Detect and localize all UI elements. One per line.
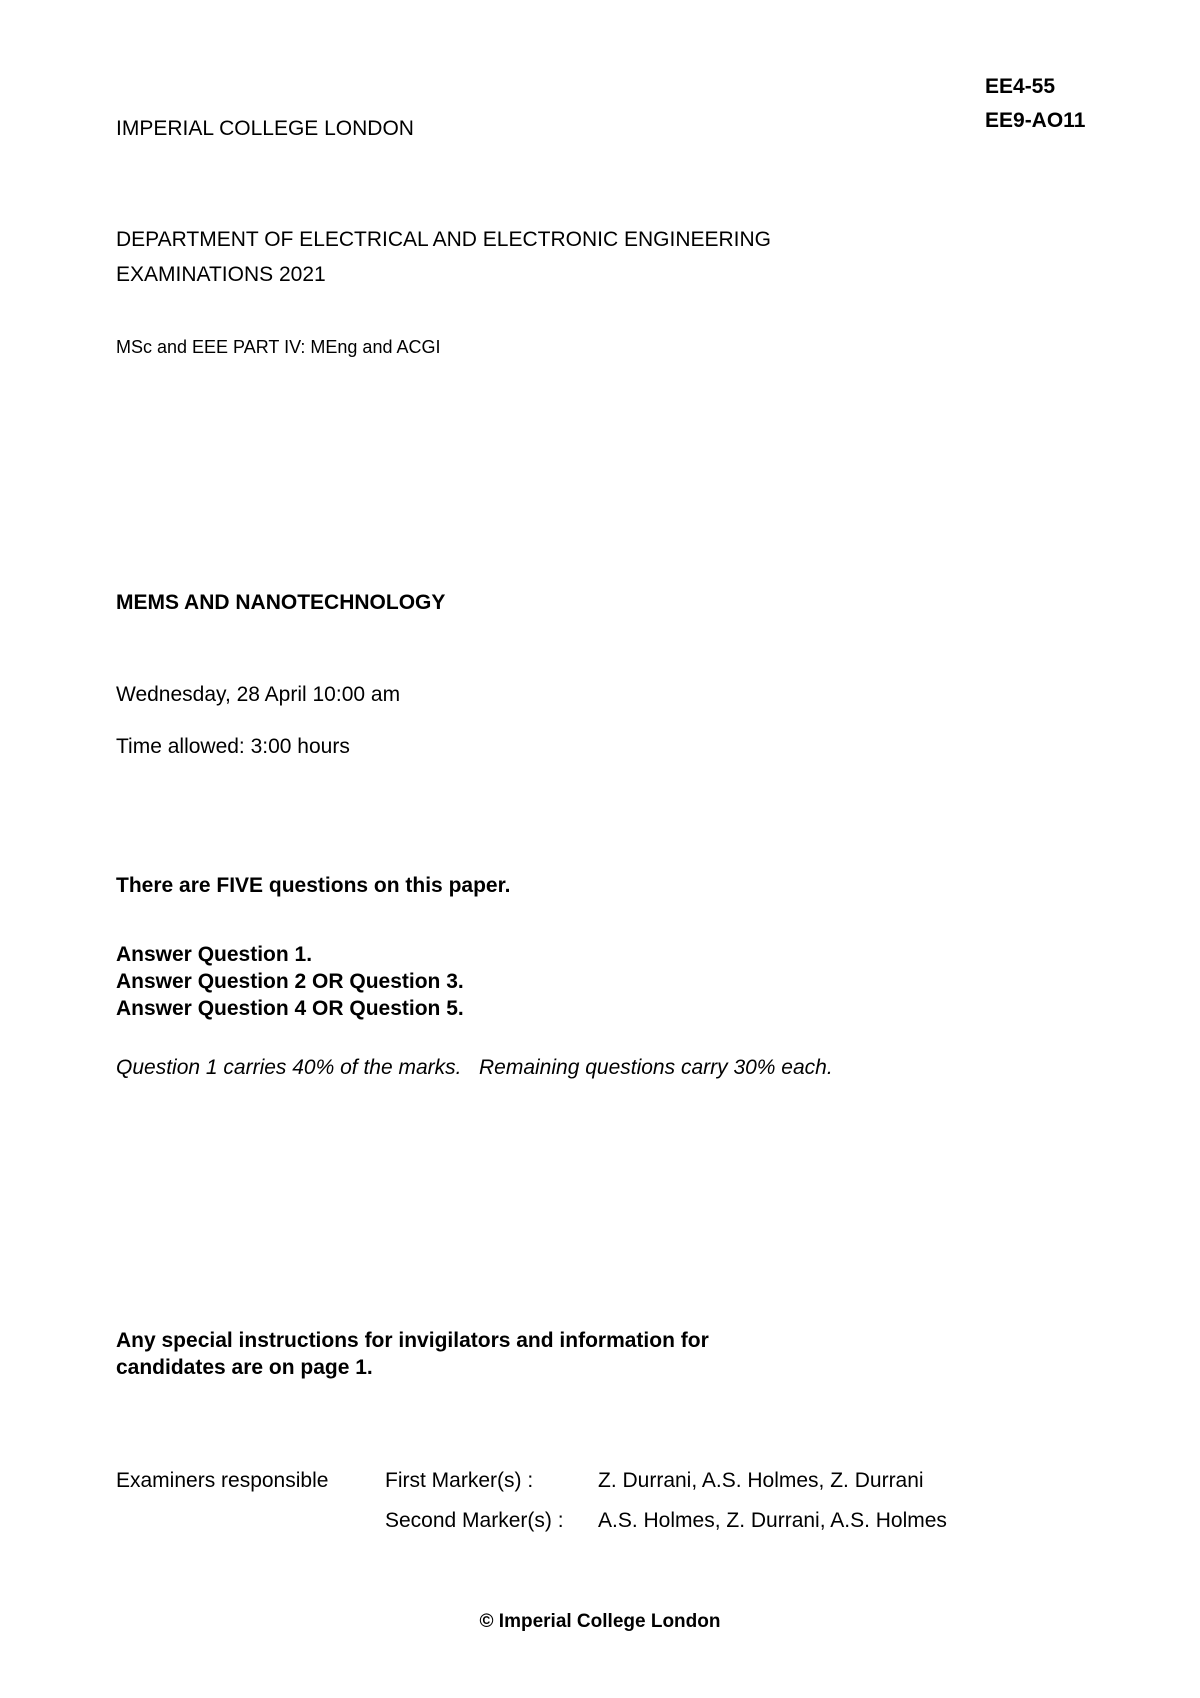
exam-date: Wednesday, 28 April 10:00 am bbox=[116, 683, 401, 706]
special-line-2: candidates are on page 1. bbox=[116, 1356, 373, 1379]
exam-series: EXAMINATIONS 2021 bbox=[116, 263, 326, 286]
special-line-1: Any special instructions for invigilators and information for bbox=[116, 1329, 709, 1352]
course-code-primary: EE4-55 bbox=[985, 75, 1056, 98]
answer-instructions bbox=[116, 941, 464, 1022]
marks-note: Question 1 carries 40% of the marks. Remaining questions carry 30% each. bbox=[116, 1056, 833, 1079]
answer-line-2: Answer Question 2 OR Question 3. bbox=[116, 970, 464, 993]
question-count: There are FIVE questions on this paper. bbox=[116, 874, 511, 897]
second-marker-names: A.S. Holmes, Z. Durrani, A.S. Holmes bbox=[598, 1509, 947, 1532]
copyright-notice: © Imperial College London bbox=[479, 1611, 721, 1632]
institution-name: IMPERIAL COLLEGE LONDON bbox=[116, 117, 414, 140]
course-code-secondary: EE9-AO11 bbox=[985, 109, 1086, 132]
second-marker-label: Second Marker(s) : bbox=[385, 1509, 564, 1532]
time-allowed: Time allowed: 3:00 hours bbox=[116, 735, 350, 758]
answer-line-3: Answer Question 4 OR Question 5. bbox=[116, 997, 464, 1020]
special-instructions bbox=[116, 1327, 709, 1381]
first-marker-label: First Marker(s) : bbox=[385, 1469, 534, 1492]
examiners-label: Examiners responsible bbox=[116, 1469, 329, 1492]
first-marker-names: Z. Durrani, A.S. Holmes, Z. Durrani bbox=[598, 1469, 924, 1492]
answer-line-1: Answer Question 1. bbox=[116, 943, 313, 966]
programmes: MSc and EEE PART IV: MEng and ACGI bbox=[116, 337, 441, 357]
department-name: DEPARTMENT OF ELECTRICAL AND ELECTRONIC ENGINEERING bbox=[116, 228, 771, 251]
paper-title: MEMS AND NANOTECHNOLOGY bbox=[116, 591, 446, 614]
